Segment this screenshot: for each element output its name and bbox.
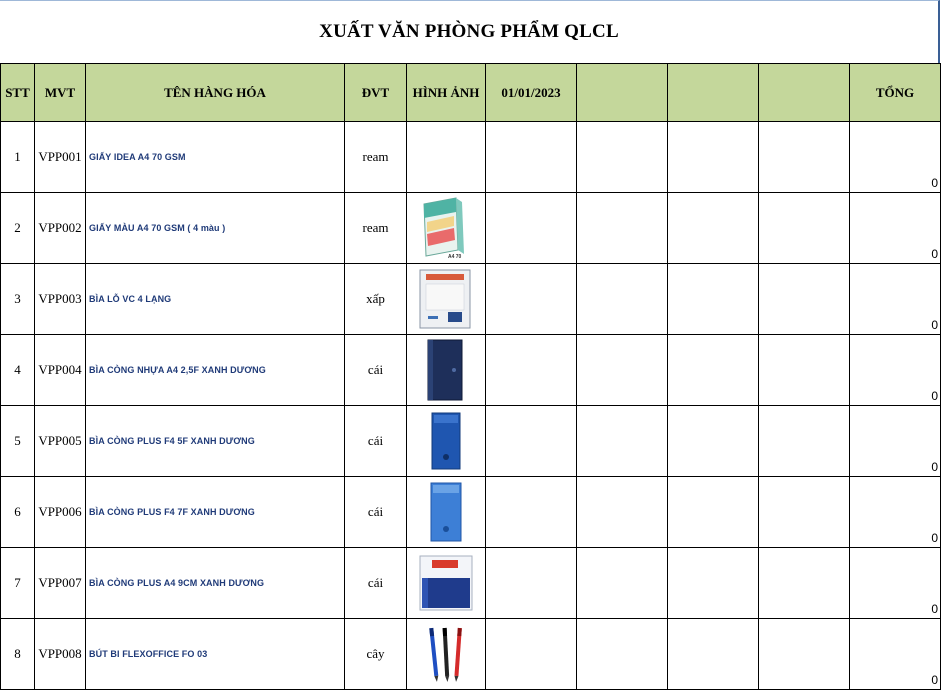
item-name-cell[interactable]: BÚT BI FLEXOFFICE FO 03 xyxy=(86,619,345,690)
qty-cell[interactable] xyxy=(668,122,759,193)
qty-cell[interactable] xyxy=(577,122,668,193)
stt-cell[interactable]: 5 xyxy=(1,406,35,477)
qty-cell[interactable] xyxy=(486,193,577,264)
qty-cell[interactable] xyxy=(759,619,850,690)
table-row xyxy=(1,193,941,264)
mvt-cell[interactable]: VPP008 xyxy=(35,619,86,690)
image-cell[interactable] xyxy=(407,122,486,193)
total-cell[interactable]: 0 xyxy=(850,406,941,477)
unit-cell[interactable]: cái xyxy=(345,477,407,548)
light-blue-lever-arch-file-icon[interactable] xyxy=(425,481,467,543)
total-cell[interactable]: 0 xyxy=(850,264,941,335)
item-name-cell[interactable]: BÌA CÒNG PLUS F4 5F XANH DƯƠNG xyxy=(86,406,345,477)
stt-cell[interactable]: 1 xyxy=(1,122,35,193)
table-row xyxy=(1,477,941,548)
mvt-cell[interactable]: VPP005 xyxy=(35,406,86,477)
qty-cell[interactable] xyxy=(668,477,759,548)
total-cell[interactable]: 0 xyxy=(850,548,941,619)
header-date-4[interactable] xyxy=(759,64,850,122)
blue-lever-arch-file-icon[interactable] xyxy=(426,411,466,471)
qty-cell[interactable] xyxy=(577,335,668,406)
table-row xyxy=(1,548,941,619)
header-date-3[interactable] xyxy=(668,64,759,122)
qty-cell[interactable] xyxy=(759,122,850,193)
header-total[interactable]: TỔNG xyxy=(850,64,941,122)
image-cell[interactable] xyxy=(407,619,486,690)
qty-cell[interactable] xyxy=(668,548,759,619)
qty-cell[interactable] xyxy=(577,619,668,690)
table-row xyxy=(1,264,941,335)
mvt-cell[interactable]: VPP002 xyxy=(35,193,86,264)
qty-cell[interactable] xyxy=(668,406,759,477)
header-name[interactable]: TÊN HÀNG HÓA xyxy=(86,64,345,122)
qty-cell[interactable] xyxy=(668,619,759,690)
inventory-table xyxy=(0,63,941,690)
total-cell[interactable]: 0 xyxy=(850,335,941,406)
title-cell[interactable] xyxy=(0,0,940,63)
image-cell[interactable] xyxy=(407,264,486,335)
qty-cell[interactable] xyxy=(486,406,577,477)
stt-cell[interactable]: 4 xyxy=(1,335,35,406)
color-paper-pack-icon[interactable] xyxy=(418,196,474,260)
item-name-cell[interactable]: BÌA LỖ VC 4 LẠNG xyxy=(86,264,345,335)
unit-cell[interactable]: cái xyxy=(345,548,407,619)
unit-cell[interactable]: cây xyxy=(345,619,407,690)
unit-cell[interactable]: ream xyxy=(345,122,407,193)
sheet-protector-icon[interactable] xyxy=(418,268,474,330)
qty-cell[interactable] xyxy=(759,406,850,477)
image-cell[interactable] xyxy=(407,477,486,548)
header-image[interactable]: HÌNH ẢNH xyxy=(407,64,486,122)
item-name-cell[interactable]: BÌA CÒNG PLUS F4 7F XANH DƯƠNG xyxy=(86,477,345,548)
item-name-cell[interactable]: BÌA CÒNG NHỰA A4 2,5F XANH DƯƠNG xyxy=(86,335,345,406)
qty-cell[interactable] xyxy=(759,193,850,264)
image-cell[interactable] xyxy=(407,193,486,264)
qty-cell[interactable] xyxy=(759,477,850,548)
unit-cell[interactable]: cái xyxy=(345,406,407,477)
header-mvt[interactable]: MVT xyxy=(35,64,86,122)
header-date-2[interactable] xyxy=(577,64,668,122)
qty-cell[interactable] xyxy=(577,477,668,548)
total-cell[interactable]: 0 xyxy=(850,477,941,548)
stt-cell[interactable]: 7 xyxy=(1,548,35,619)
item-name-cell[interactable]: GIẤY IDEA A4 70 GSM xyxy=(86,122,345,193)
header-stt[interactable]: STT xyxy=(1,64,35,122)
header-date-1[interactable]: 01/01/2023 xyxy=(486,64,577,122)
mvt-cell[interactable]: VPP006 xyxy=(35,477,86,548)
header-unit[interactable]: ĐVT xyxy=(345,64,407,122)
total-cell[interactable]: 0 xyxy=(850,122,941,193)
qty-cell[interactable] xyxy=(577,264,668,335)
table-row xyxy=(1,406,941,477)
item-name-cell[interactable]: BÌA CÒNG PLUS A4 9CM XANH DƯƠNG xyxy=(86,548,345,619)
mvt-cell[interactable]: VPP004 xyxy=(35,335,86,406)
pack-caption: A4 70 xyxy=(448,254,462,260)
table-row xyxy=(1,619,941,690)
sheet-title: XUẤT VĂN PHÒNG PHẨM QLCL xyxy=(319,21,619,42)
stt-cell[interactable]: 8 xyxy=(1,619,35,690)
qty-cell[interactable] xyxy=(668,264,759,335)
qty-cell[interactable] xyxy=(759,335,850,406)
stt-cell[interactable]: 6 xyxy=(1,477,35,548)
mvt-cell[interactable]: VPP003 xyxy=(35,264,86,335)
qty-cell[interactable] xyxy=(577,406,668,477)
qty-cell[interactable] xyxy=(668,193,759,264)
table-row xyxy=(1,335,941,406)
qty-cell[interactable] xyxy=(486,335,577,406)
image-cell[interactable] xyxy=(407,335,486,406)
qty-cell[interactable] xyxy=(486,619,577,690)
qty-cell[interactable] xyxy=(486,477,577,548)
total-cell[interactable]: 0 xyxy=(850,619,941,690)
dark-blue-binder-icon[interactable] xyxy=(424,338,468,402)
mvt-cell[interactable]: VPP001 xyxy=(35,122,86,193)
qty-cell[interactable] xyxy=(486,122,577,193)
unit-cell[interactable]: ream xyxy=(345,193,407,264)
qty-cell[interactable] xyxy=(486,548,577,619)
header-row xyxy=(1,64,941,122)
image-cell[interactable] xyxy=(407,548,486,619)
unit-cell[interactable]: cái xyxy=(345,335,407,406)
stt-cell[interactable]: 2 xyxy=(1,193,35,264)
qty-cell[interactable] xyxy=(759,548,850,619)
qty-cell[interactable] xyxy=(577,548,668,619)
qty-cell[interactable] xyxy=(577,193,668,264)
total-cell[interactable]: 0 xyxy=(850,193,941,264)
mvt-cell[interactable]: VPP007 xyxy=(35,548,86,619)
boxed-binder-icon[interactable] xyxy=(418,554,474,612)
table-row xyxy=(1,122,941,193)
unit-cell[interactable]: xấp xyxy=(345,264,407,335)
qty-cell[interactable] xyxy=(486,264,577,335)
ballpoint-pens-icon[interactable] xyxy=(422,624,470,684)
qty-cell[interactable] xyxy=(759,264,850,335)
item-name-cell[interactable]: GIẤY MÀU A4 70 GSM ( 4 màu ) xyxy=(86,193,345,264)
qty-cell[interactable] xyxy=(668,335,759,406)
image-cell[interactable] xyxy=(407,406,486,477)
stt-cell[interactable]: 3 xyxy=(1,264,35,335)
